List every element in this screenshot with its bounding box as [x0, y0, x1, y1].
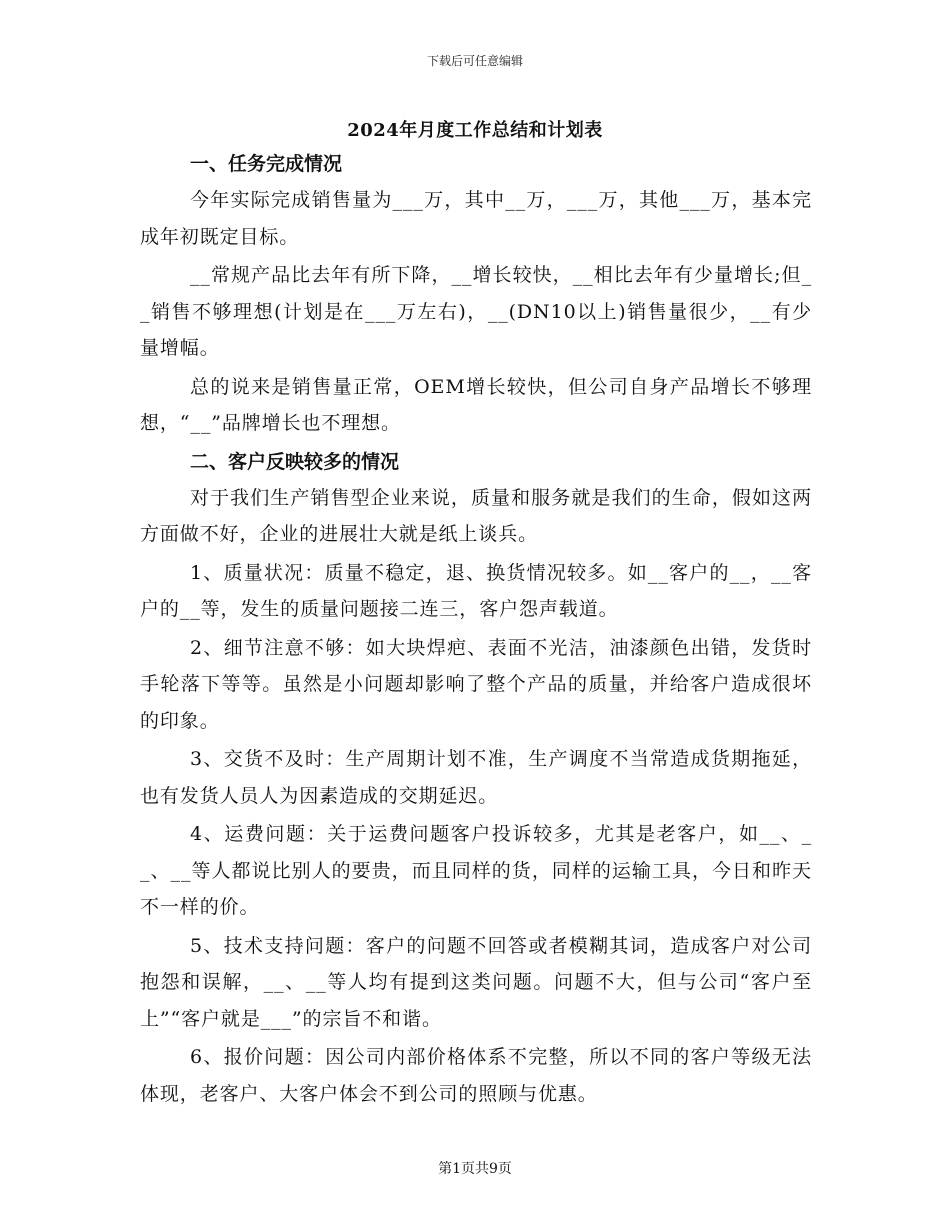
paragraph: 对于我们生产销售型企业来说，质量和服务就是我们的生命，假如这两方面做不好，企业的进展壮大就是纸上谈兵。	[140, 486, 812, 545]
section-heading-tasks: 一、任务完成情况	[190, 153, 343, 175]
paragraph: 4、运费问题：关于运费问题客户投诉较多，尤其是老客户，如__、__、__等人都说比别人的要贵，而且同样的货，同样的运输工具，今日和昨天不一样的价。	[140, 823, 812, 918]
paragraph: 2、细节注意不够：如大块焊疤、表面不光洁，油漆颜色出错，发货时手轮落下等等。虽然是小问题却影响了整个产品的质量，并给客户造成很坏的印象。	[140, 636, 812, 732]
paragraph: 总的说来是销售量正常，OEM增长较快，但公司自身产品增长不够理想，“__”品牌增长也不理想。	[140, 375, 812, 434]
paragraph: 1、质量状况：质量不稳定，退、换货情况较多。如__客户的__，__客户的__等，发生的质量问题接二连三，客户怨声载道。	[140, 561, 812, 620]
section-heading-customer-feedback: 二、客户反映较多的情况	[190, 450, 400, 473]
paragraph: 3、交货不及时：生产周期计划不准，生产调度不当常造成货期拖延，也有发货人员人为因素造成的交期延迟。	[140, 748, 812, 807]
paragraph: 6、报价问题：因公司内部价格体系不完整，所以不同的客户等级无法体现，老客户、大客户体会不到公司的照顾与优惠。	[140, 1046, 812, 1105]
paragraph: 5、技术支持问题：客户的问题不回答或者模糊其词，造成客户对公司抱怨和误解，__、__等人均有提到这类问题。问题不大，但与公司“客户至上”“客户就是___”的宗旨不和谐。	[140, 934, 812, 1030]
document-body	[140, 146, 812, 1114]
paragraph: __常规产品比去年有所下降，__增长较快，__相比去年有少量增长;但__销售不够理想(计划是在___万左右)，__(DN10以上)销售量很少，__有少量增幅。	[140, 264, 812, 359]
document-title: 2024年月度工作总结和计划表	[347, 120, 603, 141]
header-note: 下载后可任意编辑	[426, 54, 523, 68]
page-number-footer: 第1页共9页	[438, 1161, 512, 1177]
paragraph: 今年实际完成销售量为___万，其中__万，___万，其他___万，基本完成年初既定目标。	[140, 189, 812, 248]
